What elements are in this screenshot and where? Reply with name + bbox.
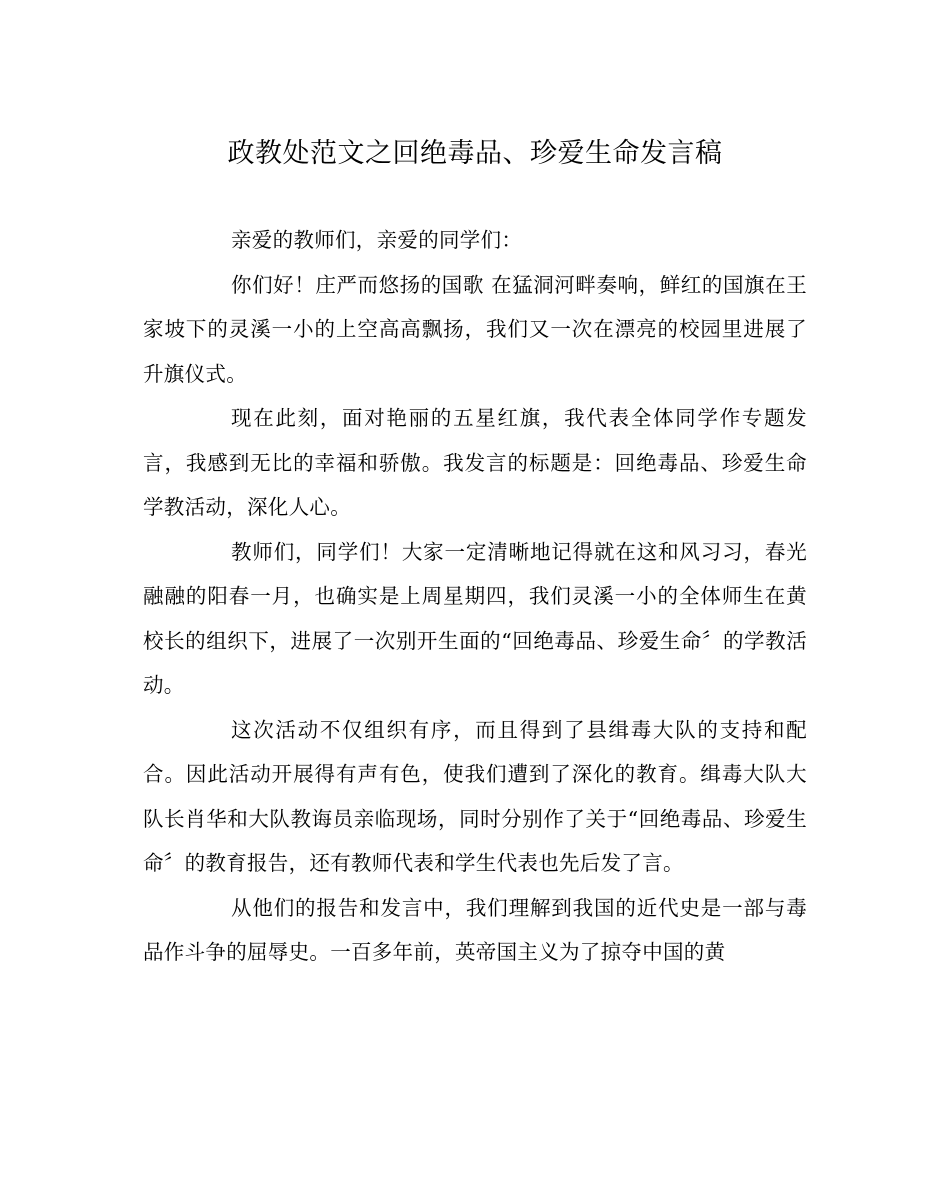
paragraph-support: 这次活动不仅组织有序，而且得到了县缉毒大队的支持和配合。因此活动开展得有声有色，使我们遭到了深化的教育。缉毒大队大队长肖华和大队教诲员亲临现场，同时分别作了关于“回绝毒品、珍爱生命〞的教育报告，还有教师代表和学生代表也先后发了言。 bbox=[143, 717, 807, 875]
document-title: 政教处范文之回绝毒品、珍爱生命发言稿 bbox=[227, 138, 723, 169]
paragraph-history: 从他们的报告和发言中，我们理解到我国的近代史是一部与毒品作斗争的屈辱史。一百多年前，英帝国主义为了掠夺中国的黄 bbox=[143, 895, 807, 964]
paragraph-greeting: 亲爱的教师们，亲爱的同学们： bbox=[231, 228, 523, 252]
paragraph-activity: 教师们，同学们！大家一定清晰地记得就在这和风习习，春光融融的阳春一月，也确实是上周星期四，我们灵溪一小的全体师生在黄校长的组织下，进展了一次别开生面的“回绝毒品、珍爱生命〞的学教活动。 bbox=[143, 539, 807, 697]
paragraph-speech-topic: 现在此刻，面对艳丽的五星红旗，我代表全体同学作专题发言，我感到无比的幸福和骄傲。我发言的标题是：回绝毒品、珍爱生命学教活动，深化人心。 bbox=[143, 406, 807, 519]
paragraph-flag-ceremony: 你们好！庄严而悠扬的国歌 在猛洞河畔奏响，鲜红的国旗在王家坡下的灵溪一小的上空高高飘扬，我们又一次在漂亮的校园里进展了升旗仪式。 bbox=[143, 272, 807, 386]
document-body bbox=[143, 218, 807, 975]
